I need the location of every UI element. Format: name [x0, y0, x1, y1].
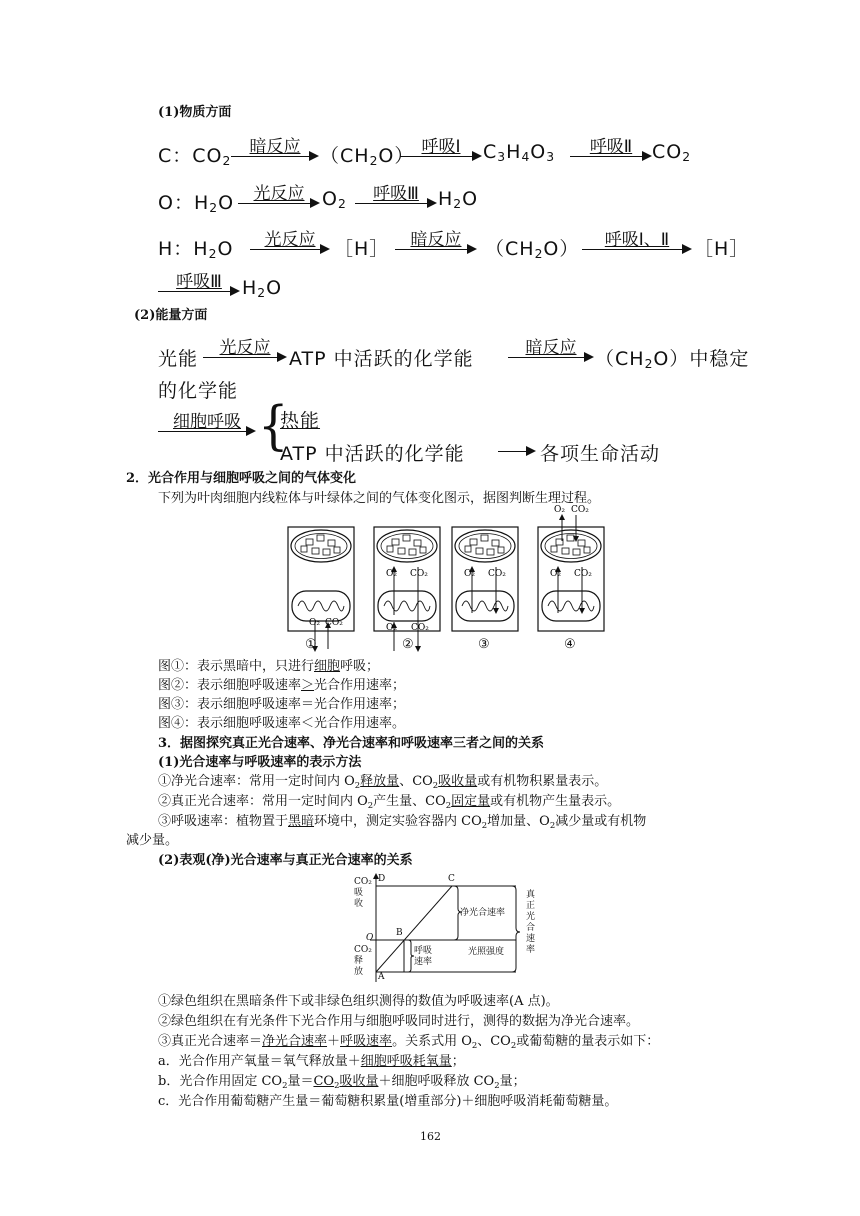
point-a: A [378, 972, 385, 982]
q3: ③真正光合速率＝净光合速率＋呼吸速率。关系式用 $O_2$、$CO_2$或葡萄糖的量表示如下： [158, 1034, 660, 1050]
page-number: 162 [420, 1130, 441, 1143]
c-line: C：$CO_2$ [158, 145, 232, 168]
sec2-intro: 下列为叶肉细胞内线粒体与叶绿体之间的气体变化图示，据图判断生理过程。 [158, 491, 601, 506]
svg-text:CO₂: CO₂ [488, 569, 506, 579]
q1: ①绿色组织在黑暗条件下或非绿色组织测得的数值为呼吸速率(A 点)。 [158, 994, 559, 1009]
point-d: D [378, 874, 386, 884]
o-line: O：$H_2O$ [158, 192, 235, 215]
p1: ①净光合速率：常用一定时间内 $O_2$释放量、$CO_2$吸收量或有机物积累量表示。 [158, 774, 608, 790]
h-line: H：$H_2O$ [158, 238, 234, 261]
sec2-heading: 2．光合作用与细胞呼吸之间的气体变化 [126, 471, 357, 486]
svg-text:O₂: O₂ [464, 569, 475, 579]
co2-absorb-label: CO₂ 吸 收 [354, 877, 372, 909]
energy-heading: (2)能量方面 [134, 308, 208, 323]
svg-text:CO₂: CO₂ [571, 505, 589, 515]
item-2: 图②：表示细胞呼吸速率＞光合作用速率； [158, 678, 406, 693]
fig-label-2: ② [402, 637, 414, 652]
point-b: B [396, 928, 403, 938]
q2: ②绿色组织在有光条件下光合作用与细胞呼吸同时进行，测得的数据为净光合速率。 [158, 1014, 640, 1029]
rate-graph [346, 870, 546, 990]
organelle-figure [280, 502, 610, 654]
fig-label-1: ① [305, 637, 317, 652]
item-3: 图③：表示细胞呼吸速率＝光合作用速率； [158, 697, 406, 712]
o2-label: O₂ [309, 618, 320, 628]
item-4: 图④：表示细胞呼吸速率＜光合作用速率。 [158, 716, 406, 731]
point-c: C [448, 874, 455, 884]
item-1: 图①：表示黑暗中，只进行细胞呼吸； [158, 659, 380, 674]
brace: { [258, 395, 289, 457]
co2-label: CO₂ [325, 618, 343, 628]
qc: c．光合作用葡萄糖产生量＝葡萄糖积累量(增重部分)＋细胞呼吸消耗葡萄糖量。 [158, 1094, 618, 1109]
qb: b．光合作用固定 $CO_2$量$=CO_2$吸收量＋细胞呼吸释放 $CO_2$量； [158, 1074, 526, 1090]
qa: a．光合作用产氧量＝氧气释放量＋细胞呼吸耗氧量； [158, 1054, 465, 1069]
p2: ②真正光合速率：常用一定时间内 $O_2$产生量、$CO_2$固定量或有机物产生量表示。 [158, 794, 621, 810]
svg-text:O₂: O₂ [386, 569, 397, 579]
true-rate-label: 真 正 光 合 速 率 [526, 890, 536, 955]
svg-text:CO₂: CO₂ [411, 623, 429, 633]
fig-label-3: ③ [478, 637, 490, 652]
origin: O [366, 933, 374, 943]
sec3-heading: 3．据图探究真正光合速率、净光合速率和呼吸速率三者之间的关系 [158, 736, 545, 751]
co2-release-label: CO₂ 释 放 [354, 945, 372, 977]
svg-text:O₂: O₂ [554, 505, 565, 515]
svg-text:O₂: O₂ [386, 623, 397, 633]
svg-text:CO₂: CO₂ [574, 569, 592, 579]
net-rate-label: 净光合速率 [460, 908, 506, 918]
svg-text:CO₂: CO₂ [410, 569, 428, 579]
p3: ③呼吸速率：植物置于黑暗环境中，测定实验容器内 $CO_2$增加量、$O_2$减少量或有机物 [158, 814, 647, 830]
material-heading: (1)物质方面 [158, 105, 232, 120]
light-label: 光照强度 [468, 947, 505, 957]
resp-rate-label: 呼吸 速率 [414, 946, 433, 967]
svg-text:O₂: O₂ [550, 569, 561, 579]
fig-label-4: ④ [564, 637, 576, 652]
